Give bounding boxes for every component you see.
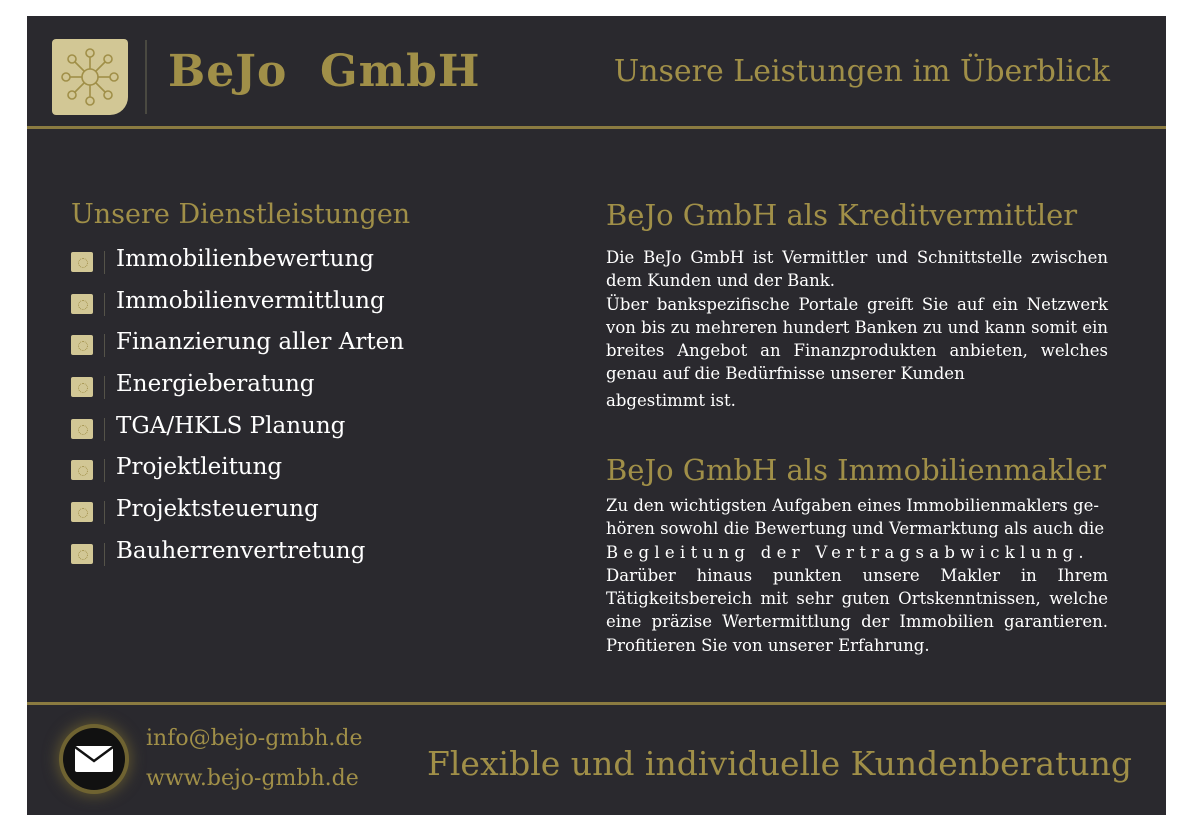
sun-badge-icon <box>71 460 93 480</box>
sun-badge-icon <box>71 335 93 355</box>
credit-paragraph-end: abgestimmt ist. <box>606 390 736 410</box>
envelope-icon <box>63 728 125 790</box>
broker-line: hören sowohl die Bewertung und Vermarktung als auch die <box>606 519 1105 539</box>
credit-paragraph: Über bankspezifische Portale greift Sie auf ein Netzwerk von bis zu mehreren hundert Banken zu und kann somit ein breites Angebot an Finanzprodukten anbieten, welches genau auf die Bedürfnisse unserer Kunden <box>606 294 1108 384</box>
sun-badge-icon <box>71 544 93 564</box>
services-heading: Unsere Dienstleistungen <box>71 199 411 230</box>
service-label: Immobilienvermittlung <box>116 287 385 314</box>
footer-divider <box>27 702 1166 705</box>
broker-paragraph: Darüber hinaus punkten unsere Makler in Ihrem Tätigkeitsbereich mit sehr guten Ortskenntnissen, welche eine präzise Wertermittlung der Immobilien garantieren. Profitieren Sie von unserer Erfahrung. <box>606 565 1108 655</box>
sun-badge-icon <box>71 377 93 397</box>
service-label: Projektsteuerung <box>116 496 319 523</box>
broker-line: Begleitung der Vertragsabwicklung. <box>606 542 1089 562</box>
contact-website[interactable]: www.bejo-gmbh.de <box>146 766 359 791</box>
service-label: Immobilienbewertung <box>116 246 374 272</box>
service-label: Finanzierung aller Arten <box>116 329 405 356</box>
sun-badge-icon <box>71 294 93 314</box>
broker-line: Zu den wichtigsten Aufgaben eines Immobilienmaklers ge- <box>606 496 1099 515</box>
sun-badge-icon <box>71 419 93 439</box>
credit-heading: BeJo GmbH als Kreditvermittler <box>606 198 1078 232</box>
broker-heading: BeJo GmbH als Immobilienmakler <box>606 453 1106 487</box>
network-hub-icon <box>52 39 128 115</box>
logo-divider <box>145 40 147 114</box>
header <box>27 16 1166 126</box>
service-label: Energieberatung <box>116 371 315 398</box>
sun-badge-icon <box>71 502 93 522</box>
brochure-card <box>27 16 1166 815</box>
tagline: Flexible und individuelle Kundenberatung <box>426 744 1132 783</box>
broker-text <box>606 494 1108 657</box>
service-label: Projektleitung <box>116 454 283 481</box>
brand-name: BeJo GmbH <box>168 46 481 97</box>
credit-paragraph: Die BeJo GmbH ist Vermittler und Schnittstelle zwischen dem Kunden und der Bank. <box>606 248 1108 291</box>
page-title: Unsere Leistungen im Überblick <box>613 54 1110 89</box>
service-label: Bauherrenvertretung <box>116 537 366 564</box>
sun-badge-icon <box>71 252 93 272</box>
header-divider <box>27 126 1166 129</box>
credit-text <box>606 246 1108 412</box>
service-label: TGA/HKLS Planung <box>116 412 346 439</box>
contact-email[interactable]: info@bejo-gmbh.de <box>146 726 363 751</box>
